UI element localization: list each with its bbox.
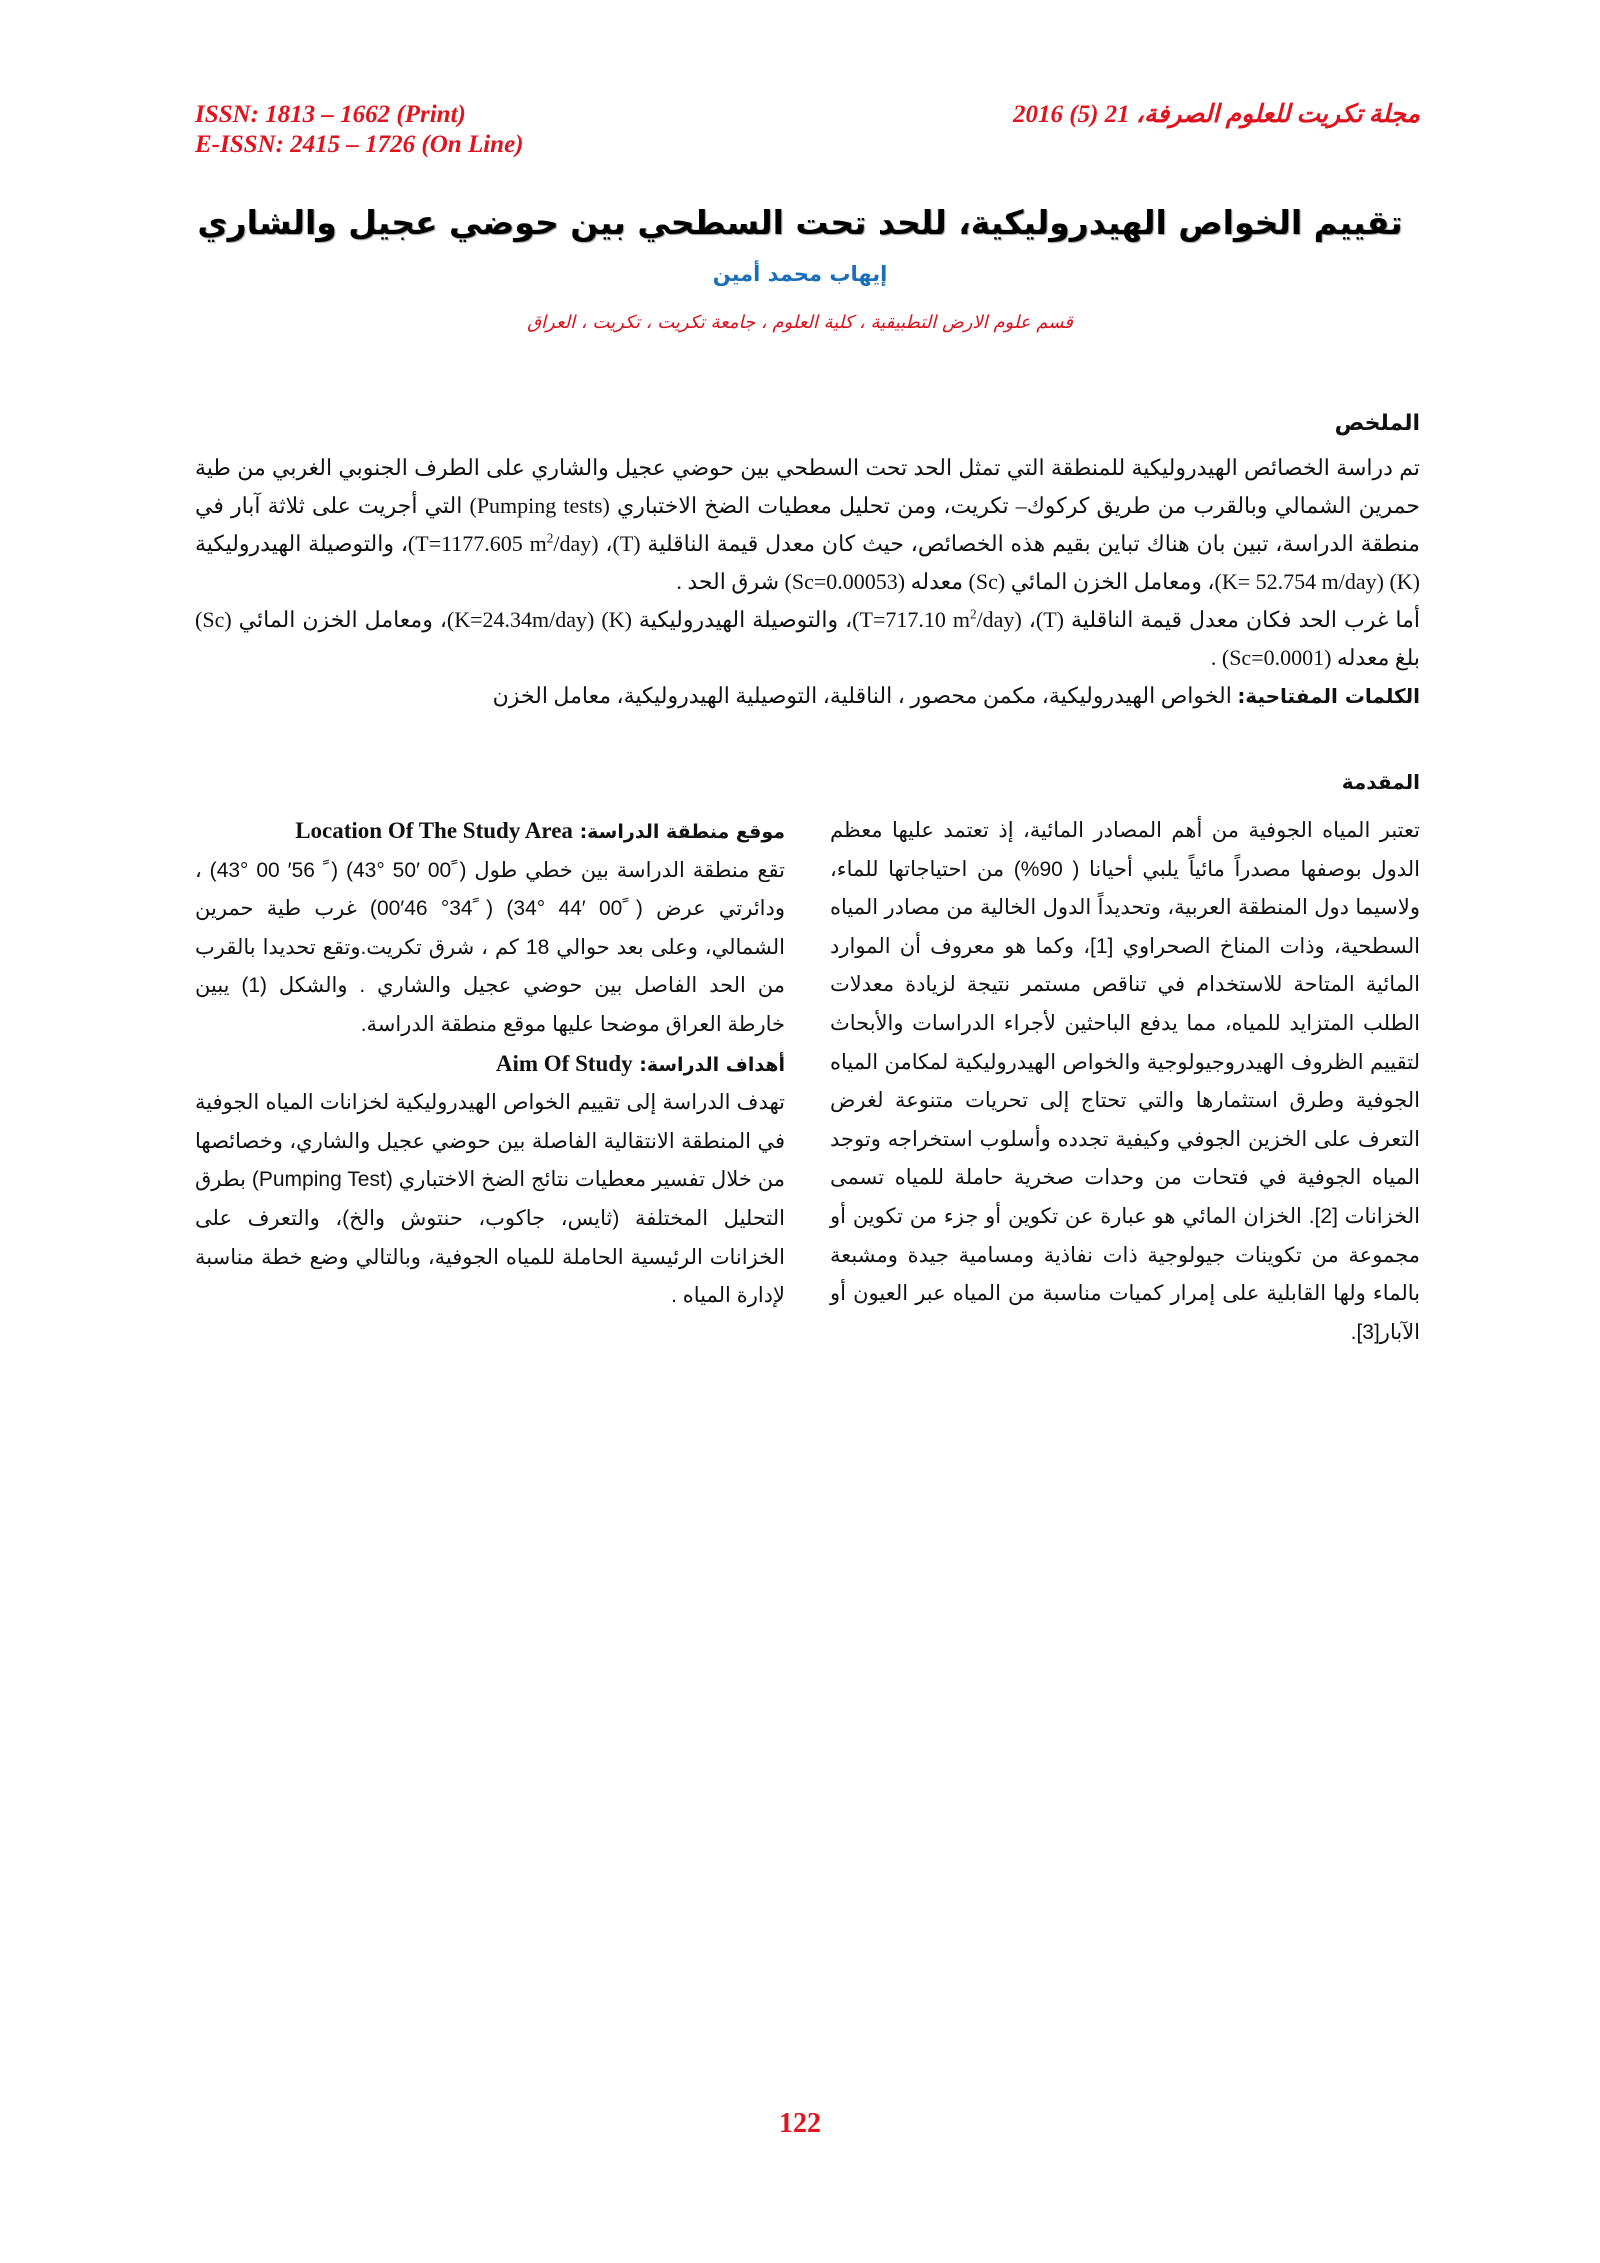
page-number: 122 (779, 2108, 821, 2139)
keywords-label: الكلمات المفتاحية: (1237, 684, 1420, 708)
abstract-paragraph-1 (195, 449, 1420, 601)
journal-citation: مجلة تكريت للعلوم الصرفة، 21 (5) 2016 (1012, 101, 1420, 128)
location-heading-ar: موقع منطقة الدراسة: (579, 821, 785, 843)
abstract-heading: الملخص (1334, 411, 1420, 436)
issn-online: E-ISSN: 2415 – 1726 (On Line) (195, 131, 524, 158)
superscript: 2 (546, 530, 554, 546)
article-author: إيهاب محمد أمين (712, 262, 888, 286)
location-text: تقع منطقة الدراسة بين خطي طول ( ً00 ′50 °43) ( ً 56′ 00 °43) ، ودائرتي عرض ( ً00 ′44 °34) ( ً34° 46′00) غرب طية حمرين الشمالي، وعلى بعد حوالي 18 كم ، شرق تكريت.وتقع تحديدا بالقرب من الحد الفاصل بين حوضي عجيل والشاري . والشكل (1) يبين خارطة العراق موضحا عليها موقع منطقة الدراسة. (195, 858, 786, 1036)
aim-heading-ar: أهداف الدراسة: (639, 1053, 785, 1076)
right-column (830, 812, 1420, 1352)
introduction-heading: المقدمة (1341, 770, 1420, 794)
article-title: تقييم الخواص الهيدروليكية، للحد تحت السطحي بين حوضي عجيل والشاري (197, 203, 1403, 242)
abstract-paragraph-2 (195, 601, 1420, 677)
issn-print: ISSN: 1813 – 1662 (Print) (195, 101, 466, 128)
superscript: 2 (969, 606, 977, 622)
keywords-text: الخواص الهيدروليكية، مكمن محصور ، الناقلية، التوصيلية الهيدروليكية، معامل الخزن (492, 683, 1232, 708)
issn-block (195, 100, 524, 160)
keywords (195, 677, 1420, 715)
abstract-text: أما غرب الحد فكان معدل قيمة الناقلية (T)، (T=717.10 m (859, 607, 1420, 632)
abstract-text: /day)، والتوصيلة الهيدروليكية (K) (K= 52.754 m/day)، ومعامل الخزن المائي (Sc) معدله (Sc=0.00053) شرق الحد . (195, 531, 1420, 594)
aim-heading (195, 1045, 785, 1085)
location-heading-en: Location Of The Study Area (295, 818, 573, 843)
left-column (195, 812, 785, 1316)
aim-text: تهدف الدراسة إلى تقييم الخواص الهيدروليكية لخزانات المياه الجوفية في المنطقة الانتقالية الفاصلة بين حوضي عجيل والشاري، وخصائصها من خلال تفسير معطيات نتائج الضخ الاختباري (Pumping Test) بطرق التحليل المختلفة (ثايس، جاكوب، حنتوش والخ)، والتعرف على الخزانات الرئيسية الحاملة للمياه الجوفية، وبالتالي وضع خطة مناسبة لإدارة المياه . (195, 1091, 785, 1308)
author-affiliation: قسم علوم الارض التطبيقية ، كلية العلوم ، جامعة تكريت ، تكريت ، العراق (527, 312, 1073, 333)
abstract-text: /day)، والتوصيلة الهيدروليكية (K) (K=24.34m/day)، ومعامل الخزن المائي (Sc) بلغ معدله (Sc=0.0001) . (195, 607, 1420, 670)
aim-heading-en: Aim Of Study (495, 1050, 633, 1076)
location-heading (195, 812, 785, 852)
abstract-text: تم دراسة الخصائص الهيدروليكية للمنطقة التي تمثل الحد تحت السطحي بين حوضي عجيل والشاري على الطرف الجنوبي الغربي من طية حمرين الشمالي وبالقرب من طريق كركوك– تكريت، ومن تحليل معطيات الضخ الاختباري (Pumping tests) التي أجريت على ثلاثة آبار في منطقة الدراسة، تبين بان هناك تباين بقيم هذه الخصائص، حيث كان معدل قيمة الناقلية (T)، (T=1177.605 m (195, 455, 1420, 556)
abstract-section (195, 405, 1420, 715)
introduction-text: تعتبر المياه الجوفية من أهم المصادر المائية، إذ تعتمد عليها معظم الدول بوصفها مصدراً مائياً يلبي أحيانا ( 90%) من احتياجاتها للماء، ولاسيما دول المنطقة العربية، وتحديداً الدول الخالية من مصادر المياه السطحية، وذات المناخ الصحراوي [1]، وكما هو معروف أن الموارد المائية المتاحة للاستخدام في تناقص مستمر نتيجة لزيادة معدلات الطلب المتزايد للمياه، مما يدفع الباحثين لأجراء الدراسات والأبحاث لتقييم الظروف الهيدروجيولوجية والخواص الهيدروليكية لمكامن المياه الجوفية وطرق استثمارها والتي تحتاج إلى تحريات متنوعة لغرض التعرف على الخزين الجوفي وكيفية تجدده وأسلوب استخراجه وتوجد المياه الجوفية في فتحات من وحدات صخرية حاملة للمياه تسمى الخزانات [2]. الخزان المائي هو عبارة عن تكوين أو جزء من تكوين أو مجموعة من تكوينات جيولوجية ذات نفاذية ومسامية جيدة ومشبعة بالماء ولها القابلية على إمرار كميات مناسبة من المياه عبر العيون أو الآبار[3]. (830, 819, 1420, 1344)
